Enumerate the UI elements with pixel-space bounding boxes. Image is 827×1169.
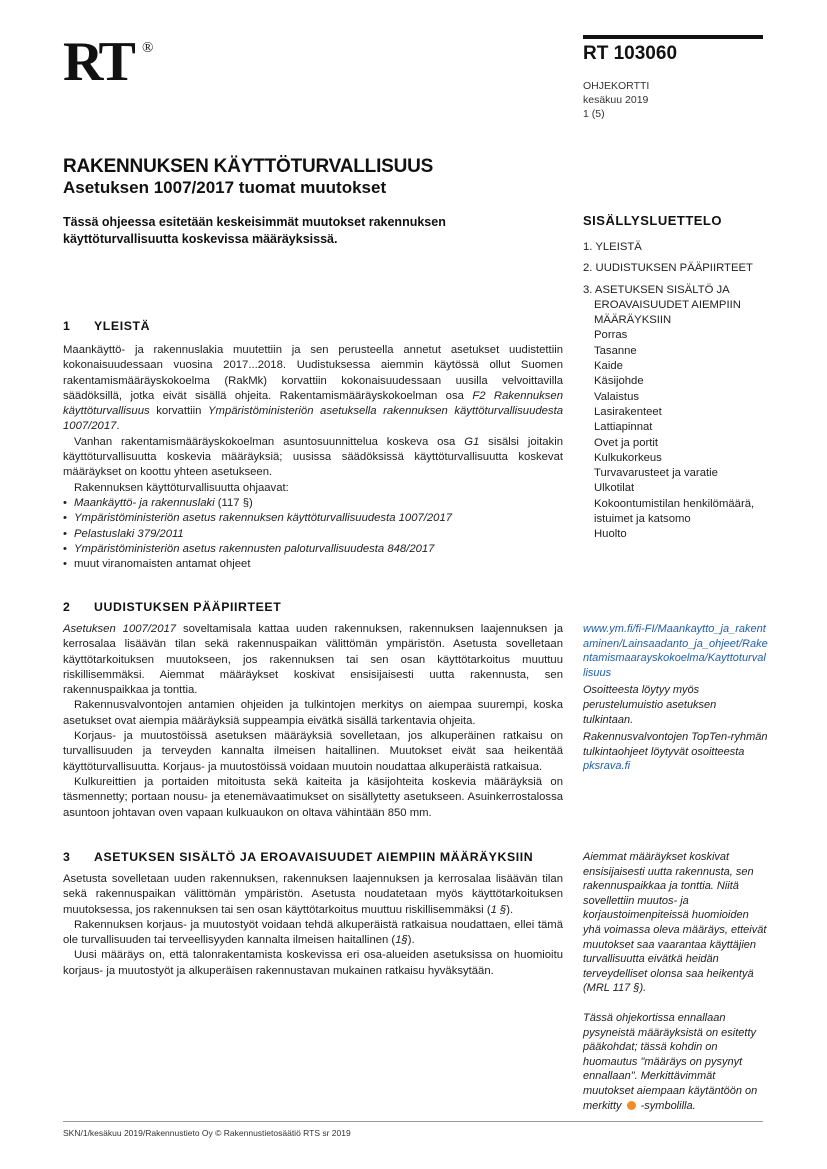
section-number: 3 — [63, 850, 71, 864]
text-italic: Ympäristöministeriön asetuksella rakennuksen käyttöturvallisuudesta 1007/2017 — [63, 405, 564, 433]
section-1-body — [63, 343, 563, 572]
page-subtitle: Asetuksen 1007/2017 tuomat muutokset — [63, 178, 387, 197]
section-3-sidebar — [583, 850, 768, 999]
page-title: RAKENNUKSEN KÄYTTÖTURVALLISUUS — [63, 156, 434, 177]
text: -symbolilla. — [637, 1099, 696, 1112]
paragraph — [63, 435, 563, 481]
document-type: OHJEKORTTI — [583, 80, 650, 92]
toc-subitem[interactable]: istuimet ja katsomo — [594, 513, 691, 526]
text: Maankäyttö- ja rakennuslakia muutettiin ja sen perusteella annetut asetukset uudistettiin kokonaisuudessaan vuosina 2017...2018. Uudistuksessa aiemmin käytössä ollut Suomen rakentamismääräyskokoelma (RakMk) korvattiin kokonaisuudessaan uusilla velvoittavilla säädöksillä, jotka eivät sisällä ohjeita. Rakentamismääräyskokoelman osa — [63, 344, 563, 402]
document-date: kesäkuu 2019 — [583, 94, 649, 106]
toc-item-3-line3: MÄÄRÄYKSIIN — [594, 314, 672, 327]
toc-subitem[interactable]: Ulkotilat — [594, 482, 635, 495]
section-title: ASETUKSEN SISÄLTÖ JA EROAVAISUUDET AIEMPIIN MÄÄRÄYKSIIN — [94, 850, 534, 864]
paragraph: Rakennuksen käyttöturvallisuutta ohjaavat: — [74, 481, 289, 494]
section-title: UUDISTUKSEN PÄÄPIIRTEET — [94, 600, 282, 614]
section-2-body — [63, 622, 563, 821]
document-meta — [583, 79, 649, 121]
section-number: 1 — [63, 319, 71, 333]
page-number: 1 (5) — [583, 108, 605, 120]
text: Rakennusvalvontojen TopTen-ryhmän tulkintaohjeet löytyvät osoitteesta — [583, 731, 768, 758]
section-3-sidebar-note-2 — [583, 1011, 768, 1116]
text: (117 §) — [214, 496, 253, 509]
paragraph: Kulkureittien ja portaiden mitoitusta sekä kaiteita ja käsijohteita koskevia määräyksiä on täsmennetty; portaan nousu- ja etenemävaatimukset on sisällytetty asetukseen. Asuinkerrostalossa asuntoon johtavan oven vapaan kulkuaukon on oltava vähintään 850 mm. — [63, 775, 563, 819]
toc-title: SISÄLLYSLUETTELO — [583, 213, 722, 228]
text-italic: 1§ — [395, 934, 408, 947]
text-italic: F2 Rakennuksen käyttöturvallisuus — [63, 389, 563, 418]
toc-subitem[interactable]: Ovet ja portit — [594, 436, 659, 449]
text-italic: Asetuksen 1007/2017 — [63, 623, 177, 635]
toc-subitem[interactable]: Tasanne — [594, 344, 637, 357]
text: ). — [407, 934, 415, 947]
section-title: YLEISTÄ — [94, 319, 151, 333]
paragraph — [63, 622, 563, 698]
toc-subitem[interactable]: Huolto — [594, 528, 627, 541]
text-italic: Pelastuslaki 379/2011 — [74, 527, 184, 540]
document-number: RT 103060 — [583, 43, 678, 64]
list-item — [63, 511, 563, 526]
footer-rule — [63, 1121, 763, 1122]
text-italic: Maankäyttö- ja rakennuslaki — [74, 496, 215, 509]
text: Tässä ohjekortissa ennallaan pysyneistä määräyksistä on esitetty pääkohdat; tässä kohdin on huomautus "määräys on pysynyt ennallaan". Merkittävimmät muutokset aiempaan käytäntöön on merkitty — [583, 1012, 758, 1112]
paragraph — [63, 918, 563, 949]
list-item: • muut viranomaisten antamat ohjeet — [63, 557, 563, 572]
toc-subitem[interactable]: Lasirakenteet — [594, 405, 662, 418]
change-marker-icon — [627, 1101, 636, 1110]
table-of-contents — [583, 240, 768, 543]
toc-subitem[interactable]: Käsijohde — [594, 375, 644, 388]
toc-subitem[interactable]: Kulkukorkeus — [594, 451, 662, 464]
list-item — [63, 527, 563, 542]
paragraph: Korjaus- ja muutostöissä asetuksen määräyksiä sovelletaan, jos alkuperäinen ratkaisu on turvallisuuden ja terveyden kannalta ilmeisen haitallinen. Muutokset eivät saa heikentää käyttöturvallisuutta. Korjaus- ja muutostöissä voidaan muutoin noudattaa alkuperäistä ratkaisua. — [63, 730, 563, 773]
text: . — [116, 420, 120, 433]
text: soveltamisala kattaa uuden rakennuksen, rakennuksen laajennuksen ja kerrosalaa lisäävän tilan sekä rakennuspaikan välittömän ympäristön. Asetusta sovelletaan käyttötarkoituksen muutokseen, jos rakennuksen tai sen osan käyttötarkoitus muuttuu riskillisemmäksi. Aiemmat määräykset koskivat ensisijaisesti uutta rakennusta, sen rakennuspaikkaa ja tonttia. — [63, 623, 563, 697]
sidebar-note: Osoitteesta löytyy myös perustelumuistio asetuksen tulkintaan. — [583, 684, 717, 726]
footer-text: SKN/1/kesäkuu 2019/Rakennustieto Oy © Rakennustietosäätiö RTS sr 2019 — [63, 1128, 351, 1138]
toc-subitem[interactable]: Kokoontumistilan henkilömäärä, — [594, 497, 755, 510]
text: Asetusta sovelletaan uuden rakennuksen, rakennuksen laajennuksen ja kerrosalaa lisäävän tilan sekä rakennuspaikan välittömän ympäristön. Asetusta noudatetaan myös käyttötarkoituksen muutoksessa, jos rakennuksen tai sen osan käyttötarkoitus muuttuu riskillisemmäksi ( — [63, 873, 563, 916]
sidebar-note — [583, 1011, 768, 1113]
section-2-sidebar — [583, 622, 768, 777]
toc-item-3[interactable] — [583, 283, 768, 329]
text: sisälsi joitakin käyttöturvallisuutta koskevia määräyksiä; uusissa säädöksissä käyttöturvallisuutta koskevat määräykset on koottu yhteen asetukseen. — [63, 435, 563, 479]
sidebar-note — [583, 730, 768, 774]
toc-subitem[interactable]: Lattiapinnat — [594, 421, 653, 434]
toc-subitem[interactable]: Porras — [594, 329, 628, 342]
section-1-heading — [63, 319, 150, 333]
paragraph — [63, 872, 563, 918]
lead-paragraph: Tässä ohjeessa esitetään keskeisimmät muutokset rakennuksen käyttöturvallisuutta koskevissa määräyksissä. — [63, 215, 446, 246]
toc-item-3-line2: EROAVAISUUDET AIEMPIIN — [594, 298, 741, 311]
paragraph — [63, 343, 563, 435]
toc-subitem[interactable]: Kaide — [594, 360, 623, 373]
text-italic: Ympäristöministeriön asetus rakennusten paloturvallisuudesta 848/2017 — [74, 542, 435, 555]
toc-item-2[interactable]: 2. UUDISTUKSEN PÄÄPIIRTEET — [583, 262, 753, 275]
text-italic: 1 § — [490, 903, 507, 916]
list-item — [63, 542, 563, 557]
toc-item-3-line1: 3. ASETUKSEN SISÄLTÖ JA — [583, 283, 730, 296]
section-3-heading — [63, 850, 533, 864]
list-item — [63, 496, 563, 511]
header-rule — [583, 35, 763, 39]
text: ). — [506, 903, 514, 916]
paragraph: Rakennusvalvontojen antamien ohjeiden ja tulkintojen merkitys on aiempaa suurempi, koska asetukset ovat aiempia määräyksiä suppeampia eivätkä sisällä tarkentavia ohjeita. — [63, 699, 563, 727]
paragraph: Uusi määräys on, että talonrakentamista koskevissa eri osa-alueiden asetuksissa on huomioitu korjaus- ja muutostyöt ja alkuperäisen rakennustavan mukainen ratkaisu hyväksytään. — [63, 949, 563, 977]
section-3-body — [63, 872, 563, 979]
registered-mark: ® — [142, 40, 154, 56]
bullet-list — [63, 496, 563, 572]
pksrava-link[interactable]: pksrava.fi — [583, 760, 631, 773]
rt-logo: RT — [63, 31, 133, 93]
sidebar-note: Aiemmat määräykset koskivat ensisijaisesti uutta rakennusta, sen rakennuspaikkaa ja tonttia. Niitä sovellettiin muutos- ja korjaustoimenpiteissä huomioiden yhä voimassa oleva määräys, etteivät muutokset saa vaarantaa käyttäjien turvallisuutta eivätkä heidän terveydelliset olonsa saa heikentyä (MRL 117 §). — [583, 851, 767, 995]
section-2-heading — [63, 600, 281, 614]
text: Rakennuksen korjaus- ja muutostyöt voidaan tehdä alkuperäistä ratkaisua noudattaen, ellei tämä ole turvallisuuden tai terveellisyyden kannalta ilmeisen haitallinen ( — [63, 918, 563, 947]
text: korvattiin — [149, 405, 208, 418]
toc-subitem[interactable]: Valaistus — [594, 390, 639, 403]
text-italic: Ympäristöministeriön asetus rakennuksen käyttöturvallisuudesta 1007/2017 — [74, 512, 453, 525]
section-number: 2 — [63, 600, 71, 614]
text-italic: G1 — [464, 435, 480, 448]
text: Vanhan rakentamismääräyskokoelman asuntosuunnittelua koskeva osa — [74, 435, 465, 448]
toc-subitem[interactable]: Turvavarusteet ja varatie — [594, 467, 718, 480]
toc-item-1[interactable]: 1. YLEISTÄ — [583, 241, 642, 253]
ym-link[interactable]: www.ym.fi/fi-FI/Maankaytto_ja_rakentaminen/Lainsaadanto_ja_ohjeet/Rakentamismaarayskokoelma/Kayttoturvallisuus — [583, 623, 768, 679]
